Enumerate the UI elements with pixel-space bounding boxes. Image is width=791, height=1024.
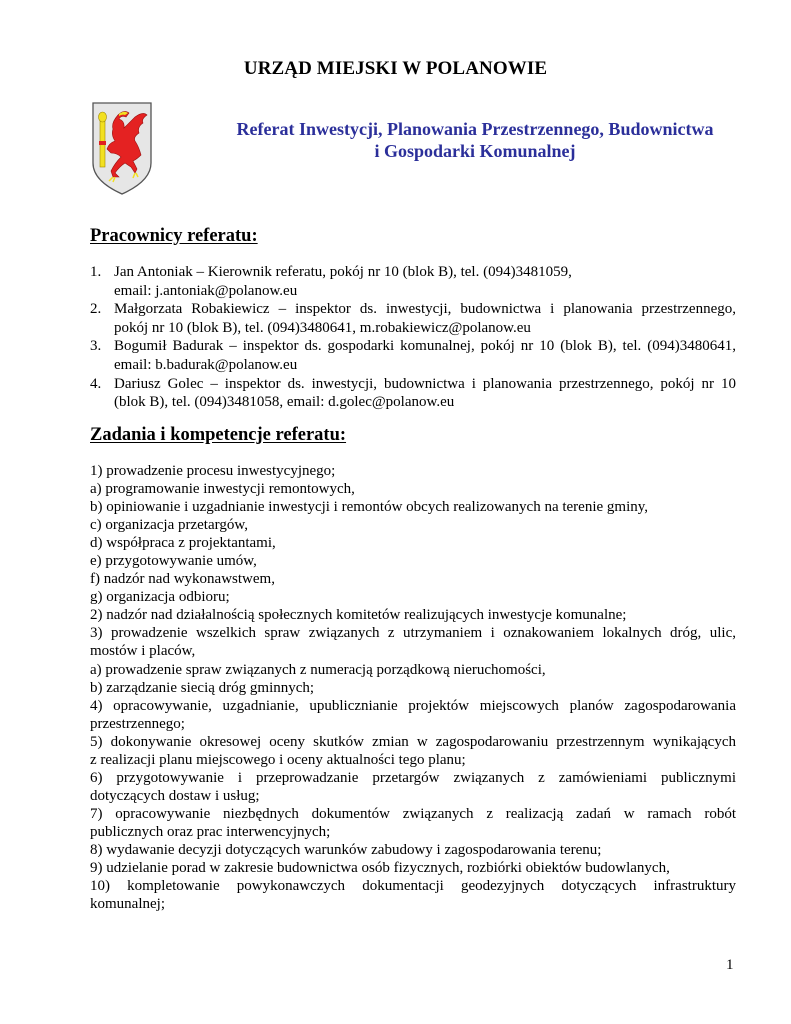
task-line: publicznych oraz prac interwencyjnych; (90, 823, 331, 840)
staff-item-number: 3. (90, 338, 102, 355)
task-line: c) organizacja przetargów, (90, 517, 248, 534)
task-line: b) zarządzanie siecią dróg gminnych; (90, 679, 315, 696)
staff-item-text: Bogumił Badurak – inspektor ds. gospodarki komunalnej, pokój nr 10 (blok B), tel. (094)3480641, (114, 338, 736, 355)
tasks-heading: Zadania i kompetencje referatu: (90, 425, 347, 445)
staff-item-text: Małgorzata Robakiewicz – inspektor ds. inwestycji, budownictwa i planowania przestrzennego, (114, 301, 736, 318)
staff-item (90, 263, 736, 300)
task-line: 8) wydawanie decyzji dotyczących warunków zabudowy i zagospodarowania terenu; (90, 841, 602, 858)
task-line: 7) opracowywanie niezbędnych dokumentów związanych z realizacją zadań w ramach robót (90, 805, 736, 822)
staff-item-email: pokój nr 10 (blok B), tel. (094)3480641, m.robakiewicz@polanow.eu (114, 319, 531, 336)
office-title: URZĄD MIEJSKI W POLANOWIE (243, 58, 548, 79)
subtitle-line-1: Referat Inwestycji, Planowania Przestrzennego, Budownictwa (236, 119, 714, 139)
task-line: g) organizacja odbioru; (90, 589, 230, 606)
staff-item-text: Dariusz Golec – inspektor ds. inwestycji, budownictwa i planowania przestrzennego, pokój nr 10 (114, 375, 736, 392)
staff-list (90, 263, 736, 412)
task-line: f) nadzór nad wykonawstwem, (90, 571, 275, 588)
task-line: 4) opracowywanie, uzgadnianie, upublicznianie projektów miejscowych planów zagospodarowania (90, 697, 736, 714)
staff-item (90, 337, 736, 374)
staff-item-text: Jan Antoniak – Kierownik referatu, pokój nr 10 (blok B), tel. (094)3481059, (114, 264, 572, 280)
task-line: b) opiniowanie i uzgadnianie inwestycji i remontów obcych realizowanych na terenie gminy, (90, 499, 649, 516)
griffin-coat-of-arms-icon (91, 101, 153, 196)
task-line: 10) kompletowanie powykonawczych dokumentacji geodezyjnych dotyczących infrastruktury (90, 878, 736, 895)
task-line: 9) udzielanie porad w zakresie budownictwa osób fizycznych, rozbiórki obiektów budowlanych, (90, 860, 670, 877)
page-number: 1 (726, 957, 734, 973)
staff-item-email: (blok B), tel. (094)3481058, email: d.golec@polanow.eu (114, 394, 455, 411)
task-line: 5) dokonywanie okresowej oceny skutków zmian w zagospodarowaniu przestrzennym wynikających (90, 733, 736, 750)
task-line: 3) prowadzenie wszelkich spraw związanych z utrzymaniem i oznakowaniem lokalnych dróg, ulic, (90, 625, 736, 642)
task-line: e) przygotowywanie umów, (90, 553, 257, 570)
task-line: przestrzennego; (90, 715, 185, 732)
subtitle-line-2: i Gospodarki Komunalnej (374, 141, 576, 161)
task-line: 1) prowadzenie procesu inwestycyjnego; (90, 463, 336, 479)
staff-item-email: email: j.antoniak@polanow.eu (114, 282, 298, 299)
task-line: 6) przygotowywanie i przeprowadzanie przetargów związanych z zamówieniami publicznymi (90, 769, 736, 786)
task-line: a) prowadzenie spraw związanych z numeracją porządkową nieruchomości, (90, 661, 546, 678)
staff-item-email: email: b.badurak@polanow.eu (114, 356, 298, 373)
task-line: 2) nadzór nad działalnością społecznych komitetów realizujących inwestycje komunalne; (90, 607, 627, 624)
task-line: komunalnej; (90, 896, 165, 913)
staff-item-number: 1. (90, 264, 102, 280)
task-line: dotyczących dostaw i usług; (90, 787, 260, 804)
task-line: d) współpraca z projektantami, (90, 535, 276, 552)
staff-heading: Pracownicy referatu: (90, 226, 258, 246)
task-line: z realizacji planu miejscowego i oceny aktualności tego planu; (90, 751, 466, 768)
staff-item-number: 4. (90, 375, 102, 392)
staff-item (90, 300, 736, 337)
tasks-list (90, 462, 736, 913)
staff-item-number: 2. (90, 301, 102, 318)
staff-item (90, 375, 736, 412)
task-line: mostów i placów, (90, 643, 196, 660)
task-line: a) programowanie inwestycji remontowych, (90, 481, 355, 498)
department-subtitle (195, 118, 755, 162)
